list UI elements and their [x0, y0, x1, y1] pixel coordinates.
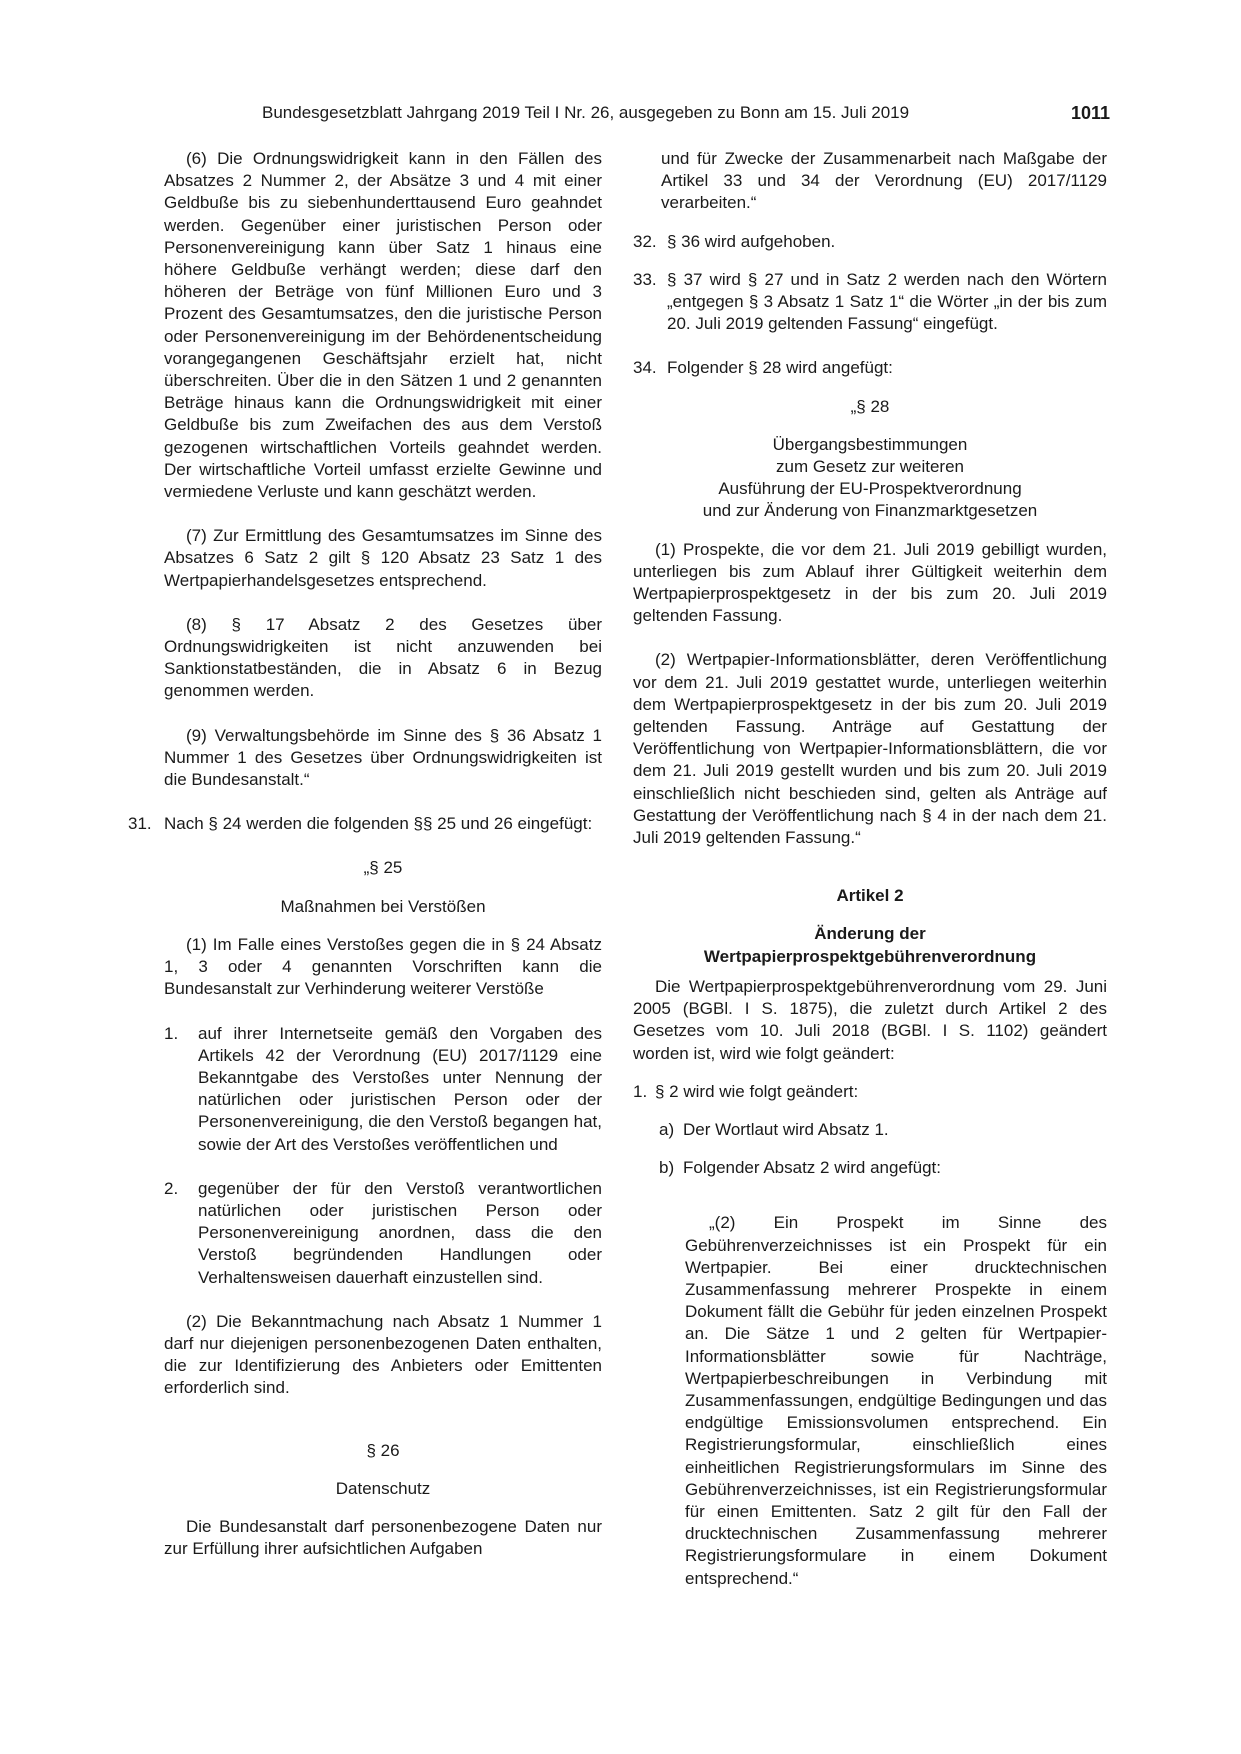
item-text: § 2 wird wie folgt geändert:	[655, 1081, 859, 1101]
section-28-paragraph-1: (1) Prospekte, die vor dem 21. Juli 2019 gebilligt wurden, unterliegen bis zum Ablauf ihrer Gültigkeit weiterhin dem Wertpapierprospektgesetz in der bis zum 20. Juli 2019 geltenden Fassung.	[633, 539, 1107, 626]
article-2-heading: Artikel 2	[836, 886, 904, 906]
item-number: 2.	[164, 1178, 179, 1198]
header-text: Bundesgesetzblatt Jahrgang 2019 Teil I Nr. 26, ausgegeben zu Bonn am 15. Juli 2019	[262, 103, 910, 122]
section-25-item-2	[164, 1178, 602, 1289]
section-28-title-line-1: Übergangsbestimmungen	[772, 434, 968, 454]
subitem-text: Folgender Absatz 2 wird angefügt:	[683, 1158, 941, 1178]
item-text: § 37 wird § 27 und in Satz 2 werden nach den Wörtern „entgegen § 3 Absatz 1 Satz 1“ die Wörter „in der bis zum 20. Juli 2019 geltenden Fassung“ eingefügt.	[667, 269, 1107, 334]
paragraph-7: (7) Zur Ermittlung des Gesamtumsatzes im Sinne des Absatzes 6 Satz 2 gilt § 120 Absatz 23 Satz 1 des Wertpapierhandelsgesetzes entsprechend.	[164, 526, 602, 590]
item-number: 1.	[164, 1023, 179, 1043]
list-item-31	[128, 813, 602, 835]
section-26-title: Datenschutz	[335, 1478, 431, 1498]
article-2-item-1	[633, 1081, 1107, 1103]
list-item-34	[633, 357, 1107, 379]
item-text: Folgender § 28 wird angefügt:	[667, 358, 893, 378]
article-2-title-line-1: Änderung der	[814, 924, 926, 944]
item-number: 31.	[128, 814, 152, 834]
item-text: auf ihrer Internetseite gemäß den Vorgaben des Artikels 42 der Verordnung (EU) 2017/1129 eine Bekanntgabe des Verstoßes unter Nennung der natürlichen oder juristischen Person oder der Personenvereinigung, die den Verstoß begangen hat, sowie der Art des Verstoßes veröffentlichen und	[198, 1023, 602, 1154]
section-28-title-line-4: und zur Änderung von Finanzmarktgesetzen	[702, 501, 1038, 521]
section-28-title-line-3: Ausführung der EU-Prospektverordnung	[718, 479, 1022, 499]
list-item-32	[633, 231, 1107, 253]
continued-text: und für Zwecke der Zusammenarbeit nach Maßgabe der Artikel 33 und 34 der Verordnung (EU) 2017/1129 verarbeiten.“	[661, 149, 1107, 213]
article-2-intro: Die Wertpapierprospektgebührenverordnung vom 29. Juni 2005 (BGBl. I S. 1875), die zuletzt durch Artikel 2 des Gesetzes vom 10. Juli 2018 (BGBl. I S. 1102) geändert worden ist, wird wie folgt geändert:	[633, 976, 1107, 1063]
section-25-title: Maßnahmen bei Verstößen	[280, 896, 486, 916]
section-28-title-line-2: zum Gesetz zur weiteren	[775, 457, 964, 477]
left-column	[128, 148, 602, 1560]
item-number: 34.	[633, 358, 657, 378]
subitem-letter: a)	[659, 1119, 675, 1139]
page-number: 1011	[1070, 103, 1110, 123]
section-25-paragraph-1: (1) Im Falle eines Verstoßes gegen die in § 24 Absatz 1, 3 oder 4 genannten Vorschriften kann die Bundesanstalt zur Verhinderung weiterer Verstöße	[164, 934, 602, 999]
right-column	[633, 148, 1107, 1607]
list-item-33	[633, 269, 1107, 336]
item-number: 33.	[633, 269, 657, 289]
section-26-paragraph: Die Bundesanstalt darf personenbezogene Daten nur zur Erfüllung ihrer aufsichtlichen Aufgaben	[164, 1516, 602, 1559]
section-26-heading: § 26	[366, 1440, 400, 1460]
paragraph-8: (8) § 17 Absatz 2 des Gesetzes über Ordnungswidrigkeiten ist nicht anzuwenden bei Sanktionstatbeständen, die in Absatz 6 in Bezug genommen werden.	[164, 614, 602, 701]
item-text: Nach § 24 werden die folgenden §§ 25 und 26 eingefügt:	[164, 814, 593, 834]
section-28-heading: „§ 28	[850, 396, 890, 416]
article-2-title-line-2: Wertpapierprospektgebührenverordnung	[703, 946, 1037, 966]
section-28-paragraph-2: (2) Wertpapier-Informationsblätter, deren Veröffentlichung vor dem 21. Juli 2019 gestattet wurde, unterliegen weiterhin dem Wertpapierprospektgesetz in der bis zum 20. Juli 2019 geltenden Fassung. Anträge auf Gestattung der Veröffentlichung von Wertpapier-Informationsblättern, die vor dem 21. Juli 2019 gestellt wurden und bis zum 20. Juli 2019 einschließlich nicht beschieden sind, gelten als Anträge auf Gestattung der Veröffentlichung nach § 4 in der nach dem 21. Juli 2019 geltenden Fassung.“	[633, 650, 1107, 848]
item-number: 1.	[633, 1081, 648, 1101]
item-text: § 36 wird aufgehoben.	[667, 231, 836, 251]
section-25-paragraph-2: (2) Die Bekanntmachung nach Absatz 1 Nummer 1 darf nur diejenigen personenbezogenen Daten enthalten, die zur Identifizierung des Anbieters oder Emittenten erforderlich sind.	[164, 1311, 602, 1398]
subitem-letter: b)	[659, 1158, 675, 1178]
article-2-quoted-paragraph: „(2) Ein Prospekt im Sinne des Gebührenverzeichnisses ist ein Prospekt für ein Wertpapier. Bei einer drucktechnischen Zusammenfassung mehrerer Prospekte in einem Dokument fällt die Gebühr für jeden einzelnen Prospekt an. Die Sätze 1 und 2 gelten für Wertpapier-Informationsblätter sowie für Nachträge, Wertpapierbeschreibungen in Verbindung mit Zusammenfassungen, endgültige Bedingungen und das endgültige Emissionsvolumen entsprechend. Ein Registrierungsformular, einschließlich eines einheitlichen Registrierungsformulars im Sinne des Gebührenverzeichnisses, ist ein Registrierungsformular für einen Emittenten. Satz 2 gilt für den Fall der drucktechnischen Zusammenfassung mehrerer Registrierungsformulare in einem Dokument entsprechend.“	[685, 1213, 1107, 1588]
article-2-subitem-a	[659, 1119, 1107, 1141]
item-number: 32.	[633, 231, 657, 251]
section-25-item-1	[164, 1023, 602, 1156]
paragraph-9: (9) Verwaltungsbehörde im Sinne des § 36 Absatz 1 Nummer 1 des Gesetzes über Ordnungswidrigkeiten ist die Bundesanstalt.“	[164, 725, 602, 790]
paragraph-6: (6) Die Ordnungswidrigkeit kann in den Fällen des Absatzes 2 Nummer 2, der Absätze 3 und 4 mit einer Geldbuße bis zu siebenhunderttausend Euro geahndet werden. Gegenüber einer juristischen Person oder Personenvereinigung kann über Satz 1 hinaus eine höhere Geldbuße verhängt werden; diese darf den höheren der Beträge von fünf Millionen Euro und 3 Prozent des Gesamtumsatzes, den die juristische Person oder Personenvereinigung im der Behördenentscheidung vorangegangenen Geschäftsjahr erzielt hat, nicht überschreiten. Über die in den Sätzen 1 und 2 genannten Beträge hinaus kann die Ordnungswidrigkeit mit einer Geldbuße bis zum Zweifachen des aus dem Verstoß gezogenen wirtschaftlichen Vorteils geahndet werden. Der wirtschaftliche Vorteil umfasst erzielte Gewinne und vermiedene Verluste und kann geschätzt werden.	[164, 149, 602, 502]
subitem-text: Der Wortlaut wird Absatz 1.	[683, 1119, 889, 1139]
page-header	[262, 100, 1110, 126]
section-25-heading: „§ 25	[363, 858, 403, 878]
article-2-subitem-b	[659, 1157, 1107, 1179]
item-text: gegenüber der für den Verstoß verantwortlichen natürlichen oder juristischen Person oder Personenvereinigung anordnen, dass die den Verstoß begründenden Handlungen oder Verhaltensweisen dauerhaft einzustellen sind.	[198, 1178, 602, 1287]
